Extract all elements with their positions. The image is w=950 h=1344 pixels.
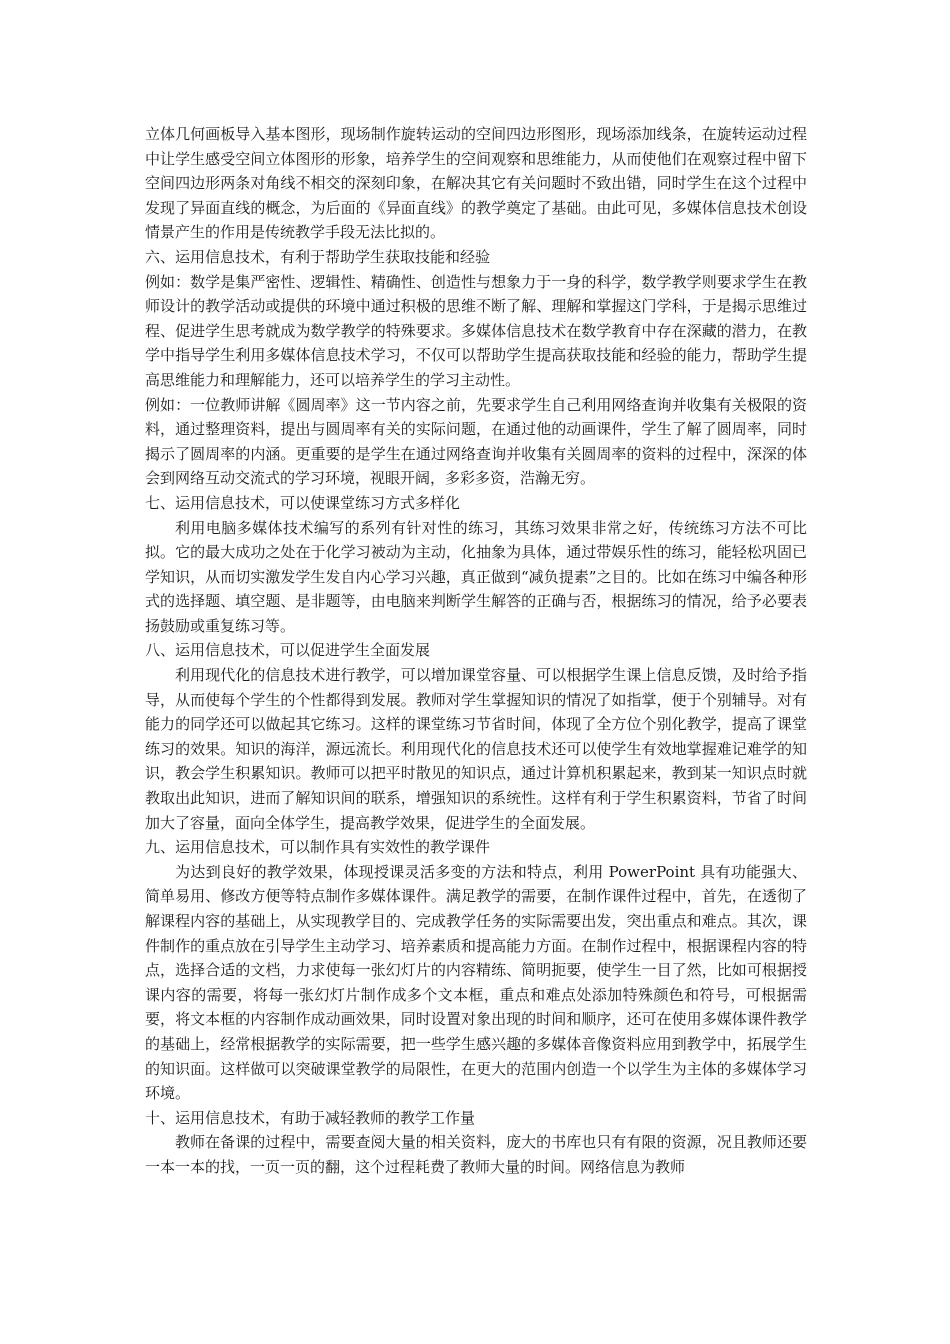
section-heading-8: 八、运用信息技术，可以促进学生全面发展 bbox=[145, 641, 431, 660]
document-body bbox=[145, 122, 807, 1180]
body-paragraph: 例如：一位教师讲解《圆周率》这一节内容之前，先要求学生自己利用网络查询并收集有关极限的资料，通过整理资料，提出与圆周率有关的实际问题，在通过他的动画课件，学生了解了圆周率，同时揭示了圆周率的内涵。更重要的是学生在通过网络查询并收集有关圆周率的资料的过程中，深深的体会到网络互动交流式的学习环境，视眼开阔，多彩多资，浩瀚无穷。 bbox=[145, 395, 807, 488]
section-heading-7: 七、运用信息技术，可以使课堂练习方式多样化 bbox=[145, 493, 461, 512]
body-paragraph: 例如：数学是集严密性、逻辑性、精确性、创造性与想象力于一身的科学，数学教学则要求学生在教师设计的教学活动或提供的环境中通过积极的思维不断了解、理解和掌握这门学科，于是揭示思维过程、促进学生思考就成为数学教学的特殊要求。多媒体信息技术在数学教育中存在深藏的潜力，在教学中指导学生利用多媒体信息技术学习，不仅可以帮助学生提高获取技能和经验的能力，帮助学生提高思维能力和理解能力，还可以培养学生的学习主动性。 bbox=[145, 272, 807, 389]
body-paragraph: 为达到良好的教学效果，体现授课灵活多变的方法和特点，利用 PowerPoint 具有功能强大、简单易用、修改方便等特点制作多媒体课件。满足教学的需要，在制作课件过程中，首先，在透彻了解课程内容的基础上，从实现教学目的、完成教学任务的实际需要出发，突出重点和难点。其次，课件制作的重点放在引导学生主动学习、培养素质和提高能力方面。在制作过程中，根据课程内容的特点，选择合适的文档，力求使每一张幻灯片的内容精练、简明扼要，使学生一目了然，比如可根据授课内容的需要，将每一张幻灯片制作成多个文本框，重点和难点处添加特殊颜色和符号，可根据需要，将文本框的内容制作成动画效果，同时设置对象出现的时间和顺序，还可在使用多媒体课件教学的基础上，经常根据教学的实际需要，把一些学生感兴趣的多媒体音像资料应用到教学中，拓展学生的知识面。这样做可以突破课堂教学的局限性，在更大的范围内创造一个以学生为主体的多媒体学习环境。 bbox=[145, 862, 807, 1103]
body-paragraph: 教师在备课的过程中，需要查阅大量的相关资料，庞大的书库也只有有限的资源，况且教师还要一本一本的找，一页一页的翻，这个过程耗费了教师大量的时间。网络信息为教师 bbox=[145, 1133, 807, 1176]
body-paragraph: 利用现代化的信息技术进行教学，可以增加课堂容量、可以根据学生课上信息反馈，及时给予指导，从而使每个学生的个性都得到发展。教师对学生掌握知识的情况了如指掌，便于个别辅导。对有能力的同学还可以做起其它练习。这样的课堂练习节省时间，体现了全方位个别化教学，提高了课堂练习的效果。知识的海洋，源远流长。利用现代化的信息技术还可以使学生有效地掌握难记难学的知识，教会学生积累知识。教师可以把平时散见的知识点，通过计算机积累起来，教到某一知识点时就教取出此知识，进而了解知识间的联系，增强知识的系统性。这样有利于学生积累资料，节省了时间加大了容量，面向全体学生，提高教学效果，促进学生的全面发展。 bbox=[145, 666, 807, 832]
section-heading-9: 九、运用信息技术，可以制作具有实效性的教学课件 bbox=[145, 838, 491, 857]
body-paragraph: 利用电脑多媒体技术编写的系列有针对性的练习，其练习效果非常之好，传统练习方法不可比拟。它的最大成功之处在于化学习被动为主动，化抽象为具体，通过带娱乐性的练习，能轻松巩固已学知识，从而切实激发学生发自内心学习兴趣，真正做到“减负提素”之目的。比如在练习中编各种形式的选择题、填空题、是非题等，由电脑来判断学生解答的正确与否，根据练习的情况，给予必要表扬鼓励或重复练习等。 bbox=[145, 518, 807, 635]
section-heading-6: 六、运用信息技术，有利于帮助学生获取技能和经验 bbox=[145, 247, 491, 266]
body-paragraph: 立体几何画板导入基本图形，现场制作旋转运动的空间四边形图形，现场添加线条，在旋转运动过程中让学生感受空间立体图形的形象，培养学生的空间观察和思维能力，从而使他们在观察过程中留下空间四边形两条对角线不相交的深刻印象，在解决其它有关问题时不致出错，同时学生在这个过程中发现了异面直线的概念，为后面的《异面直线》的教学奠定了基础。由此可见，多媒体信息技术创设情景产生的作用是传统教学手段无法比拟的。 bbox=[145, 125, 807, 242]
section-heading-10: 十、运用信息技术，有助于减轻教师的教学工作量 bbox=[145, 1108, 476, 1127]
